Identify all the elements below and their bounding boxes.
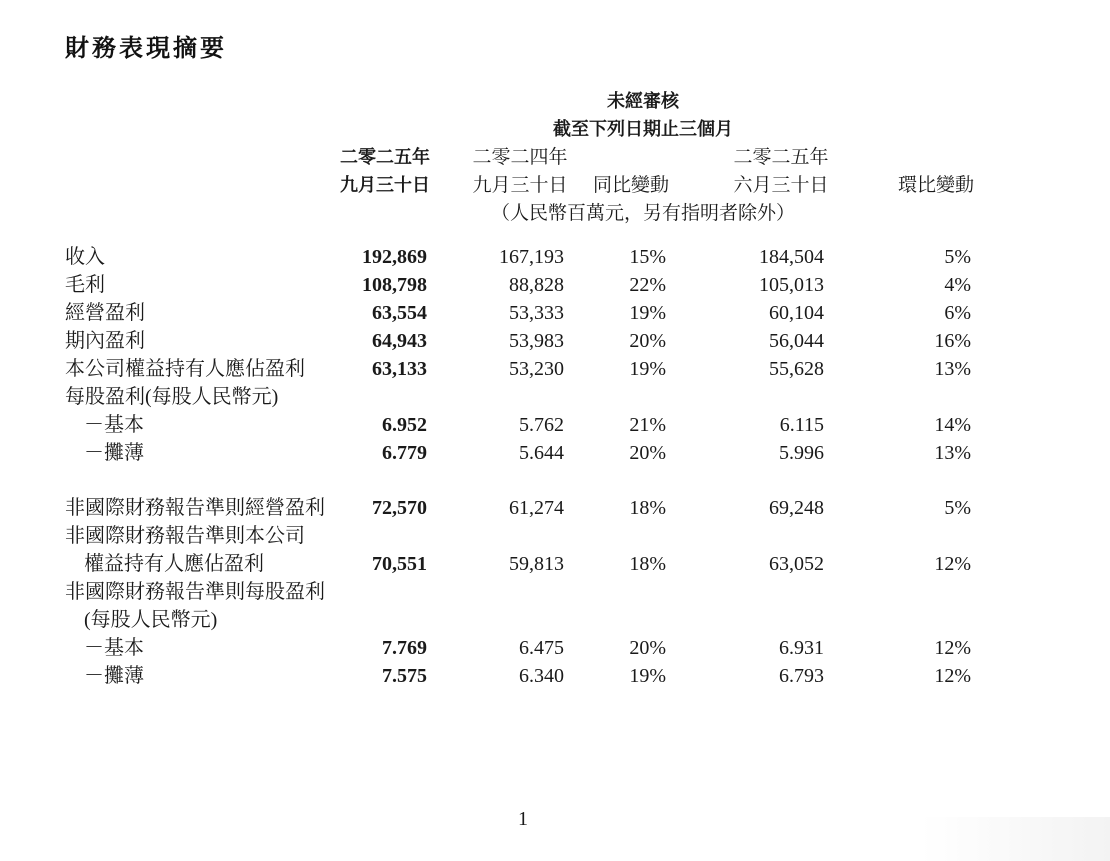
value-2024q3: 59,813 xyxy=(509,553,564,575)
table-row xyxy=(0,578,1110,606)
yoy-change: 21% xyxy=(629,414,666,436)
row-label: －基本 xyxy=(84,637,144,659)
value-2025q2: 60,104 xyxy=(769,302,824,324)
value-2025q3: 72,570 xyxy=(372,497,427,519)
row-label: 非國際財務報告準則經營盈利 xyxy=(65,497,325,519)
qoq-change: 12% xyxy=(934,553,971,575)
qoq-change: 5% xyxy=(944,246,971,268)
table-row xyxy=(0,243,1110,271)
yoy-change: 19% xyxy=(629,302,666,324)
value-2025q2: 63,052 xyxy=(769,553,824,575)
row-label: 經營盈利 xyxy=(65,302,145,324)
value-2024q3: 61,274 xyxy=(509,497,564,519)
value-2025q3: 64,943 xyxy=(372,330,427,352)
value-2024q3: 167,193 xyxy=(499,246,564,268)
table-row xyxy=(0,494,1110,522)
row-label: －攤薄 xyxy=(84,442,144,464)
value-2025q3: 63,554 xyxy=(372,302,427,324)
unit-note: （人民幣百萬元，另有指明者除外） xyxy=(490,203,796,224)
value-2025q2: 5.996 xyxy=(779,442,824,464)
table-row xyxy=(0,522,1110,550)
row-label: 本公司權益持有人應佔盈利 xyxy=(65,358,305,380)
row-label: 權益持有人應佔盈利 xyxy=(84,553,264,575)
value-2025q3: 7.575 xyxy=(382,665,427,687)
row-label: 期內盈利 xyxy=(65,330,145,352)
table-row xyxy=(0,634,1110,662)
table-row xyxy=(0,327,1110,355)
value-2025q3: 6.952 xyxy=(382,414,427,436)
col4-year: 二零二五年 xyxy=(733,147,829,168)
value-2025q2: 55,628 xyxy=(769,358,824,380)
value-2024q3: 5.762 xyxy=(519,414,564,436)
table-row xyxy=(0,271,1110,299)
page-number: 1 xyxy=(518,808,528,830)
row-label: －攤薄 xyxy=(84,665,144,687)
value-2024q3: 6.340 xyxy=(519,665,564,687)
table-row xyxy=(0,383,1110,411)
table-row xyxy=(0,411,1110,439)
value-2025q3: 108,798 xyxy=(362,274,427,296)
table-row xyxy=(0,550,1110,578)
value-2025q3: 63,133 xyxy=(372,358,427,380)
value-2025q2: 6.115 xyxy=(779,414,824,436)
yoy-change: 15% xyxy=(629,246,666,268)
value-2024q3: 5.644 xyxy=(519,442,564,464)
table-row xyxy=(0,439,1110,467)
qoq-change: 5% xyxy=(944,497,971,519)
col2-year: 二零二四年 xyxy=(472,147,568,168)
period-heading: 截至下列日期止三個月 xyxy=(553,119,733,140)
yoy-change: 22% xyxy=(629,274,666,296)
col1-date: 九月三十日 xyxy=(340,175,430,196)
col4-date: 六月三十日 xyxy=(733,175,829,196)
value-2025q3: 6.779 xyxy=(382,442,427,464)
page-title: 財務表現摘要 xyxy=(65,34,227,62)
value-2025q2: 6.931 xyxy=(779,637,824,659)
row-label: 非國際財務報告準則每股盈利 xyxy=(65,581,325,603)
value-2025q3: 7.769 xyxy=(382,637,427,659)
yoy-change: 18% xyxy=(629,553,666,575)
row-label: 收入 xyxy=(65,246,105,268)
value-2024q3: 53,983 xyxy=(509,330,564,352)
value-2025q2: 184,504 xyxy=(759,246,824,268)
value-2024q3: 6.475 xyxy=(519,637,564,659)
yoy-change: 20% xyxy=(629,442,666,464)
qoq-change: 4% xyxy=(944,274,971,296)
row-label: 毛利 xyxy=(65,274,105,296)
table-row xyxy=(0,299,1110,327)
yoy-change: 19% xyxy=(629,358,666,380)
table-row xyxy=(0,355,1110,383)
scroll-shadow xyxy=(920,817,1110,861)
row-label: 每股盈利(每股人民幣元) xyxy=(65,386,279,408)
yoy-change: 20% xyxy=(629,637,666,659)
value-2024q3: 88,828 xyxy=(509,274,564,296)
table-row xyxy=(0,606,1110,634)
value-2024q3: 53,230 xyxy=(509,358,564,380)
unaudited-heading: 未經審核 xyxy=(607,91,679,112)
col2-date: 九月三十日 xyxy=(472,175,568,196)
col5-header: 環比變動 xyxy=(897,175,975,196)
value-2025q2: 56,044 xyxy=(769,330,824,352)
qoq-change: 14% xyxy=(934,414,971,436)
row-label: 非國際財務報告準則本公司 xyxy=(65,525,305,547)
qoq-change: 12% xyxy=(934,637,971,659)
qoq-change: 6% xyxy=(944,302,971,324)
value-2025q2: 105,013 xyxy=(759,274,824,296)
col1-year: 二零二五年 xyxy=(340,147,430,168)
table-row xyxy=(0,662,1110,690)
yoy-change: 18% xyxy=(629,497,666,519)
yoy-change: 19% xyxy=(629,665,666,687)
col3-header: 同比變動 xyxy=(592,175,670,196)
value-2025q3: 70,551 xyxy=(372,553,427,575)
qoq-change: 13% xyxy=(934,442,971,464)
value-2024q3: 53,333 xyxy=(509,302,564,324)
value-2025q2: 69,248 xyxy=(769,497,824,519)
qoq-change: 16% xyxy=(934,330,971,352)
value-2025q2: 6.793 xyxy=(779,665,824,687)
yoy-change: 20% xyxy=(629,330,666,352)
qoq-change: 12% xyxy=(934,665,971,687)
row-label: －基本 xyxy=(84,414,144,436)
row-label: (每股人民幣元) xyxy=(84,609,218,631)
value-2025q3: 192,869 xyxy=(362,246,427,268)
qoq-change: 13% xyxy=(934,358,971,380)
